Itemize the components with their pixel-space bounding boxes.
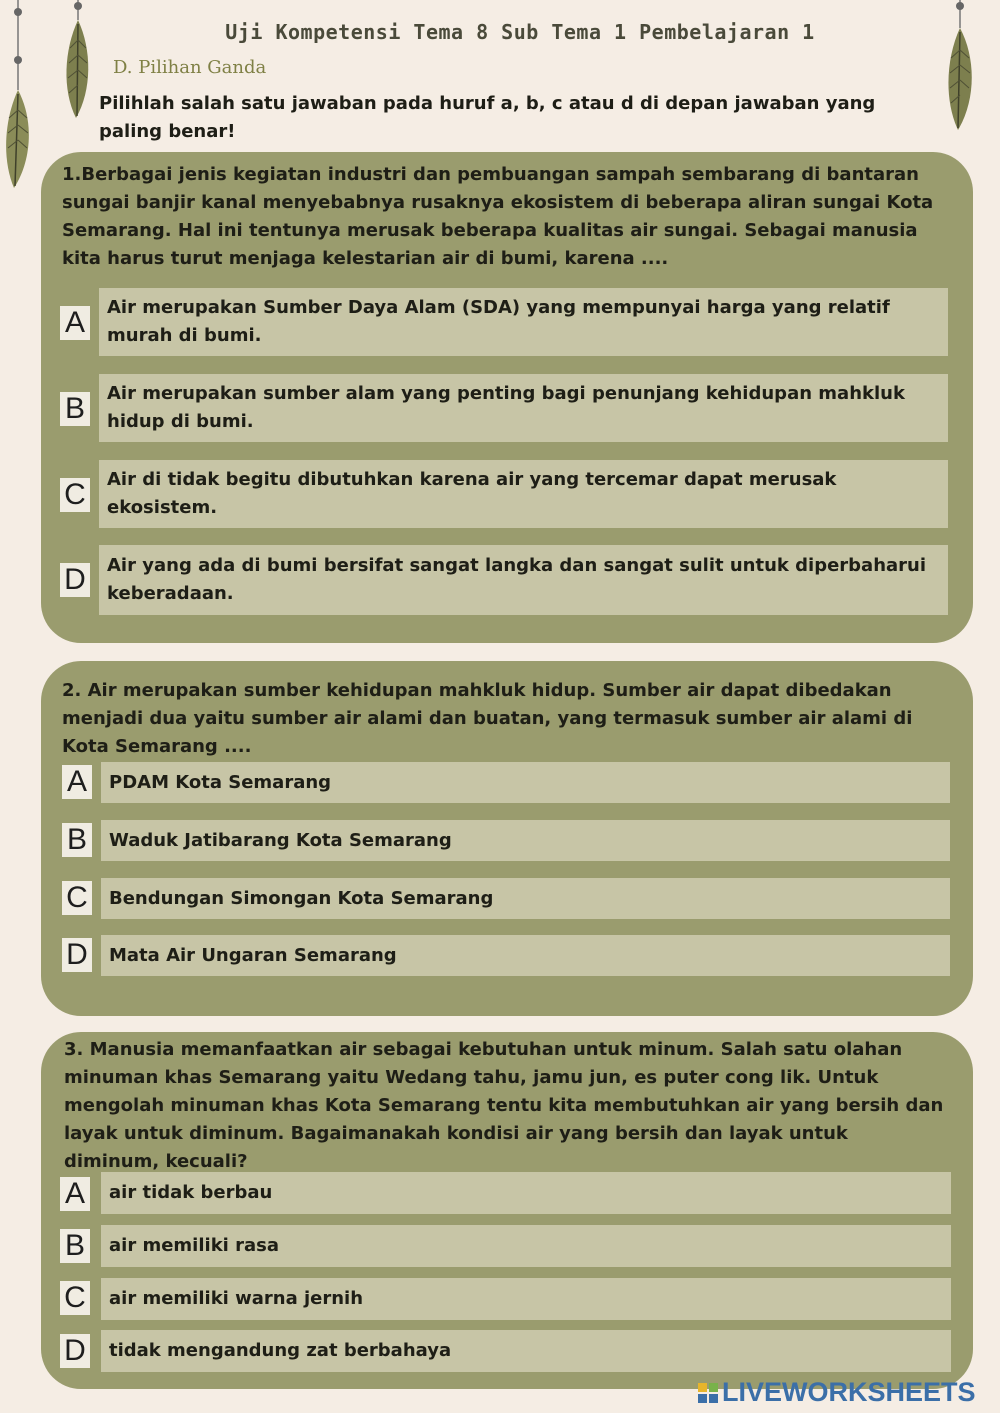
- instruction-text: Pilihlah salah satu jawaban pada huruf a, b, c atau d di depan jawaban yang paling benar!: [99, 93, 876, 142]
- option-1b[interactable]: [99, 374, 948, 442]
- option-1b-text: Air merupakan sumber alam yang penting bagi penunjang kehidupan mahkluk hidup di bumi.: [107, 383, 905, 432]
- option-letter-2d: D: [62, 938, 92, 972]
- option-2b[interactable]: [101, 820, 950, 861]
- question-2-text: 2. Air merupakan sumber kehidupan mahkluk hidup. Sumber air dapat dibedakan menjadi dua yaitu sumber air alami dan buatan, yang termasuk sumber air alami di Kota Semarang ....: [62, 680, 913, 757]
- section-subtitle: D. Pilihan Ganda: [113, 57, 267, 78]
- option-3c-text: air memiliki warna jernih: [109, 1288, 364, 1309]
- option-3c[interactable]: [101, 1278, 951, 1320]
- option-2d-text: Mata Air Ungaran Semarang: [109, 944, 397, 966]
- option-2b-text: Waduk Jatibarang Kota Semarang: [109, 829, 452, 851]
- option-2c-text: Bendungan Simongan Kota Semarang: [109, 887, 494, 909]
- option-3a[interactable]: [101, 1172, 951, 1214]
- option-1c[interactable]: [99, 460, 948, 528]
- option-letter-2b: B: [62, 823, 92, 857]
- question-1-text: 1.Berbagai jenis kegiatan industri dan pembuangan sampah sembarang di bantaran sungai banjir kanal menyebabnya rusaknya ekosistem di beberapa aliran sungai Kota Semarang. Hal ini tentunya merusak beberapa kualitas air sungai. Sebagai manusia kita harus turut menjaga kelestarian air di bumi, karena ....: [62, 164, 934, 269]
- option-3b[interactable]: [101, 1225, 951, 1267]
- option-3a-text: air tidak berbau: [109, 1182, 273, 1203]
- option-1d[interactable]: [99, 545, 948, 615]
- option-3d[interactable]: [101, 1330, 951, 1372]
- option-2d[interactable]: [101, 935, 950, 976]
- option-2a[interactable]: [101, 762, 950, 803]
- option-letter-3d: D: [60, 1334, 90, 1368]
- option-1a[interactable]: [99, 288, 948, 356]
- option-1d-text: Air yang ada di bumi bersifat sangat langka dan sangat sulit untuk diperbaharui keberadaan.: [107, 555, 927, 604]
- option-letter-2a: A: [62, 765, 92, 799]
- option-letter-1c: C: [60, 478, 90, 512]
- option-letter-3b: B: [60, 1229, 90, 1263]
- page-title: Uji Kompetensi Tema 8 Sub Tema 1 Pembelajaran 1: [225, 20, 815, 44]
- option-letter-1d: D: [60, 563, 90, 597]
- option-1c-text: Air di tidak begitu dibutuhkan karena air yang tercemar dapat merusak ekosistem.: [107, 469, 837, 518]
- option-letter-3c: C: [60, 1281, 90, 1315]
- option-2a-text: PDAM Kota Semarang: [109, 771, 332, 793]
- liveworksheets-logo-icon: [698, 1383, 718, 1403]
- option-letter-1a: A: [60, 306, 90, 340]
- option-letter-3a: A: [60, 1177, 90, 1211]
- option-letter-2c: C: [62, 881, 92, 915]
- option-3b-text: air memiliki rasa: [109, 1235, 279, 1256]
- brand-text: LIVEWORKSHEETS: [722, 1377, 976, 1407]
- option-1a-text: Air merupakan Sumber Daya Alam (SDA) yang mempunyai harga yang relatif murah di bumi.: [107, 297, 890, 346]
- option-letter-1b: B: [60, 392, 90, 426]
- liveworksheets-logo: [698, 1377, 976, 1408]
- question-3-text: 3. Manusia memanfaatkan air sebagai kebutuhan untuk minum. Salah satu olahan minuman khas Semarang yaitu Wedang tahu, jamu jun, es puter cong lik. Untuk mengolah minuman khas Kota Semarang tentu kita membutuhkan air yang bersih dan layak untuk diminum. Bagaimanakah kondisi air yang bersih dan layak untuk diminum, kecuali?: [64, 1039, 944, 1172]
- option-3d-text: tidak mengandung zat berbahaya: [109, 1340, 452, 1361]
- option-2c[interactable]: [101, 878, 950, 919]
